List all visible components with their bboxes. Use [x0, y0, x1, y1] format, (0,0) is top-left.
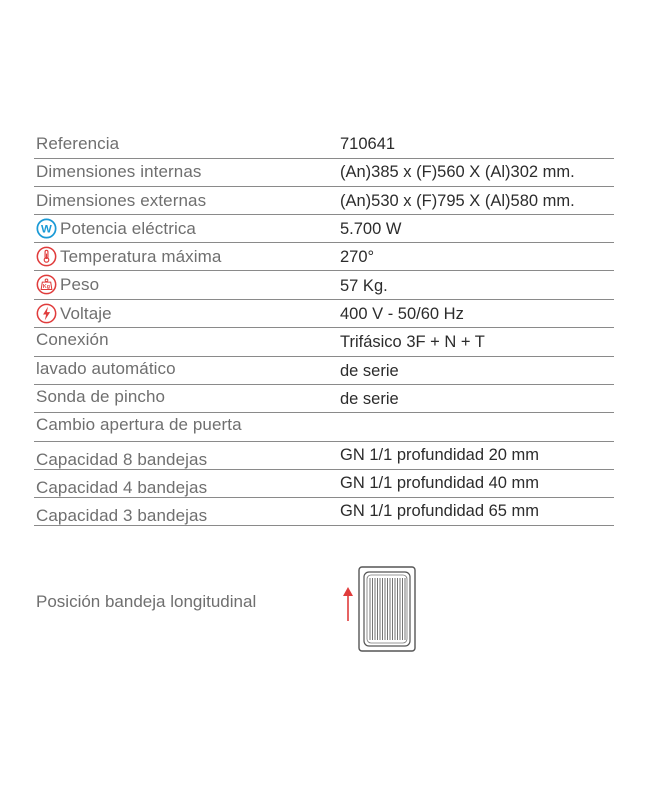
spec-label: Capacidad 4 bandejas: [36, 478, 208, 497]
spec-label: Temperatura máxima: [60, 246, 222, 266]
spec-row-capacidad-4: [34, 470, 614, 498]
spec-row-conexion: [34, 328, 614, 357]
spec-value: 710641: [340, 135, 396, 153]
spec-label: Potencia eléctrica: [60, 218, 196, 238]
spec-row-cambio-apertura: [34, 413, 614, 442]
spec-value: (An)385 x (F)560 X (Al)302 mm.: [340, 163, 575, 181]
spec-label: Dimensiones internas: [36, 162, 202, 181]
spec-row-voltaje: [34, 300, 614, 328]
spec-label: Referencia: [36, 134, 120, 153]
thermometer-icon: [36, 246, 57, 267]
spec-label: Conexión: [36, 330, 109, 349]
spec-row-dimensiones-internas: [34, 159, 614, 187]
spec-label: Peso: [60, 274, 100, 294]
spec-value: Trifásico 3F + N + T: [340, 333, 485, 351]
spec-value: GN 1/1 profundidad 65 mm: [340, 502, 540, 520]
svg-text:W: W: [41, 223, 52, 236]
spec-label: Sonda de pincho: [36, 387, 166, 406]
spec-row-peso: [34, 271, 614, 300]
power-watt-icon: [36, 218, 57, 239]
spec-value: GN 1/1 profundidad 40 mm: [340, 474, 540, 492]
spec-label: Cambio apertura de puerta: [36, 415, 242, 434]
red-arrow-up-icon: [340, 586, 356, 622]
spec-value: GN 1/1 profundidad 20 mm: [340, 446, 540, 464]
spec-row-capacidad-8: [34, 442, 614, 470]
spec-value: de serie: [340, 390, 399, 408]
spec-label-wrap: [36, 303, 112, 324]
tray-position-label: Posición bandeja longitudinal: [36, 592, 257, 611]
spec-label: Capacidad 3 bandejas: [36, 506, 208, 525]
svg-text:Kg: Kg: [42, 284, 51, 291]
spec-table: [34, 132, 614, 526]
spec-label-wrap: [36, 218, 196, 239]
spec-row-potencia: [34, 215, 614, 243]
spec-label: Capacidad 8 bandejas: [36, 450, 208, 469]
gastronorm-tray-icon: [358, 566, 416, 652]
spec-label-wrap: [36, 274, 99, 295]
spec-row-referencia: [34, 132, 614, 159]
lightning-icon: [36, 303, 57, 324]
tray-position-section: [36, 566, 616, 656]
spec-value: 270°: [340, 248, 375, 266]
spec-value: 5.700 W: [340, 220, 402, 238]
spec-label-wrap: [36, 246, 221, 267]
spec-value: 400 V - 50/60 Hz: [340, 305, 464, 323]
weight-icon: [36, 274, 57, 295]
spec-label: Voltaje: [60, 303, 112, 323]
spec-row-sonda: [34, 385, 614, 413]
spec-label: Dimensiones externas: [36, 191, 207, 210]
spec-row-temperatura: [34, 243, 614, 271]
spec-value: (An)530 x (F)795 X (Al)580 mm.: [340, 192, 575, 210]
spec-row-capacidad-3: [34, 498, 614, 526]
spec-row-lavado: [34, 357, 614, 385]
spec-label: lavado automático: [36, 359, 176, 378]
spec-row-dimensiones-externas: [34, 187, 614, 215]
spec-value: 57 Kg.: [340, 277, 388, 295]
spec-value: de serie: [340, 362, 399, 380]
